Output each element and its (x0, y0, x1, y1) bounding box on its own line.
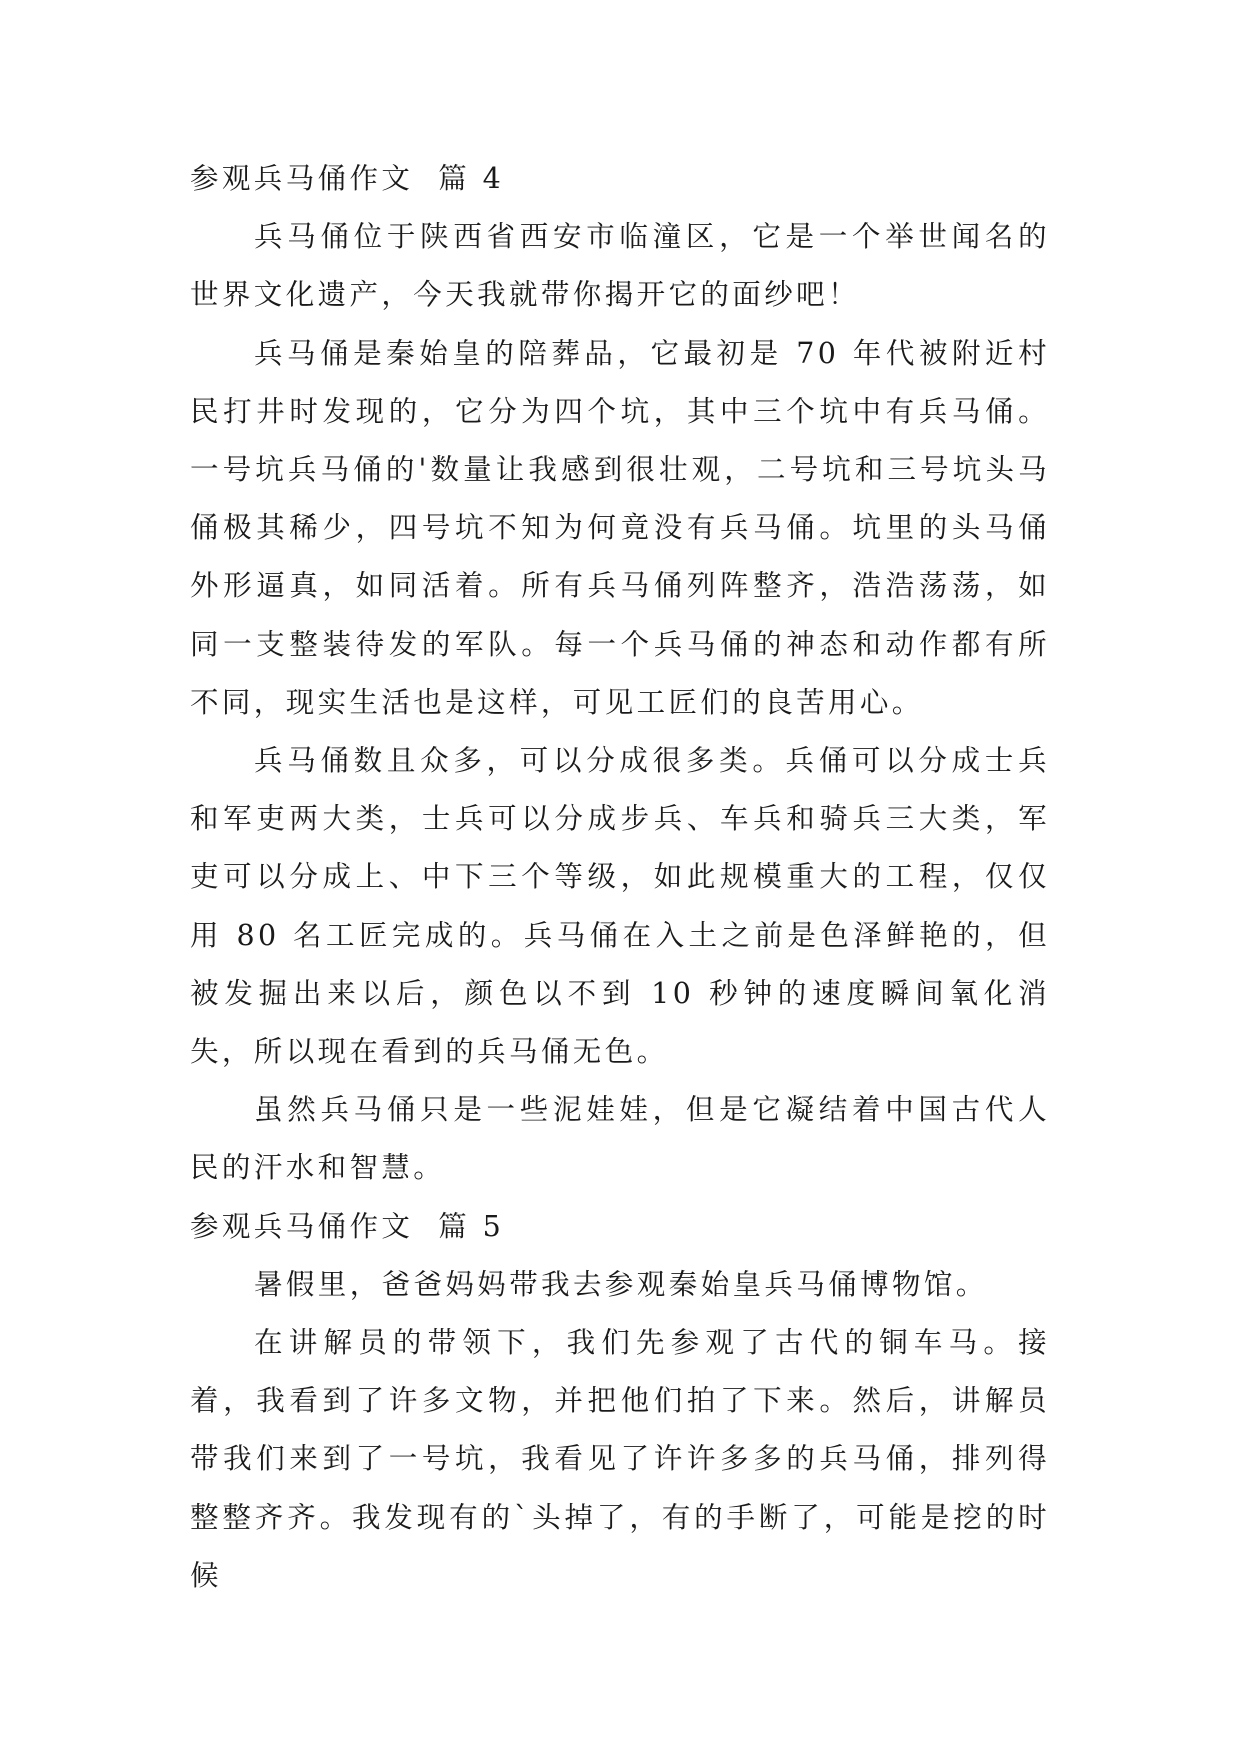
paragraph: 虽然兵马俑只是一些泥娃娃，但是它凝结着中国古代人民的汗水和智慧。 (190, 1093, 1050, 1185)
section-heading: 参观兵马俑作文 篇 5 (190, 1209, 505, 1243)
paragraph: 兵马俑数且众多，可以分成很多类。兵俑可以分成士兵和军吏两大类，士兵可以分成步兵、车兵和骑兵三大类，军吏可以分成上、中下三个等级，如此规模重大的工程，仅仅用 80 名工匠完成的。兵马俑在入土之前是色泽鲜艳的，但被发掘出来以后，颜色以不到 10 秒钟的速度瞬间氧化消失，所以现在看到的兵马俑无色。 (190, 744, 1050, 1069)
essay-section-4 (190, 150, 1050, 1198)
essay-section-5 (190, 1198, 1050, 1605)
document-body (190, 150, 1050, 1605)
paragraph: 在讲解员的带领下，我们先参观了古代的铜车马。接着，我看到了许多文物，并把他们拍了下来。然后，讲解员带我们来到了一号坑，我看见了许许多多的兵马俑，排列得整整齐齐。我发现有的`头掉了，有的手断了，可能是挖的时候 (190, 1326, 1050, 1592)
paragraph: 兵马俑位于陕西省西安市临潼区，它是一个举世闻名的世界文化遗产，今天我就带你揭开它的面纱吧！ (190, 220, 1050, 312)
paragraph: 兵马俑是秦始皇的陪葬品，它最初是 70 年代被附近村民打井时发现的，它分为四个坑，其中三个坑中有兵马俑。一号坑兵马俑的'数量让我感到很壮观，二号坑和三号坑头马俑极其稀少，四号坑不知为何竟没有兵马俑。坑里的头马俑外形逼真，如同活着。所有兵马俑列阵整齐，浩浩荡荡，如同一支整装待发的军队。每一个兵马俑的神态和动作都有所不同，现实生活也是这样，可见工匠们的良苦用心。 (190, 336, 1050, 719)
section-heading: 参观兵马俑作文 篇 4 (190, 162, 505, 195)
paragraph: 暑假里，爸爸妈妈带我去参观秦始皇兵马俑博物馆。 (254, 1267, 988, 1301)
